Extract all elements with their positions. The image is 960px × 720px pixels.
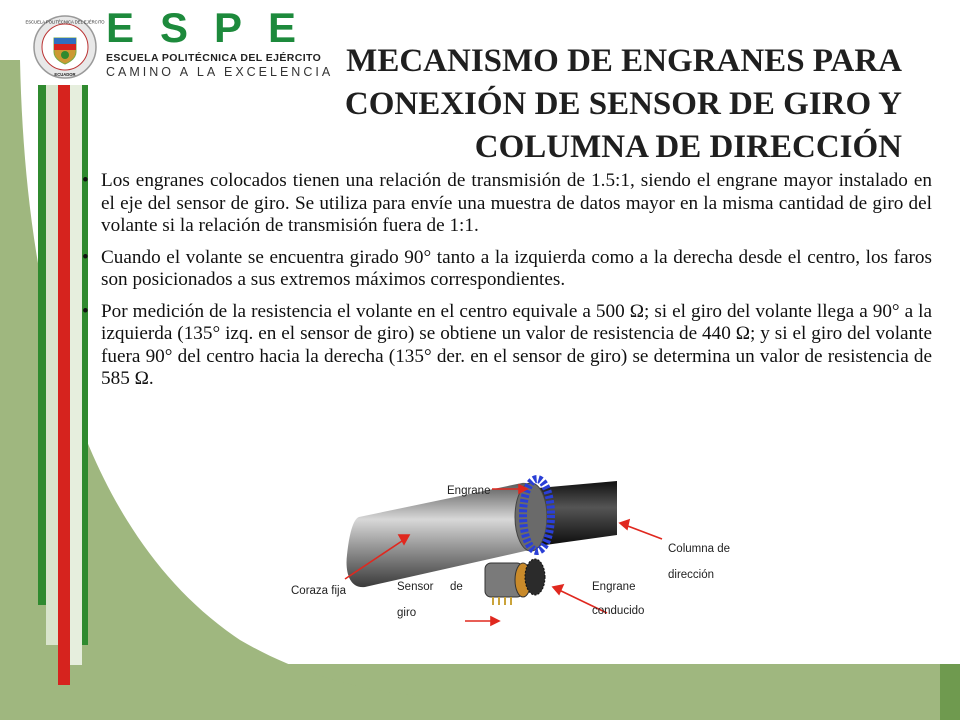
title-line-1: MECANISMO DE ENGRANES PARA	[346, 43, 902, 79]
label-engrane: Engrane	[447, 485, 491, 497]
bullet-item	[82, 301, 932, 391]
title-line-2: CONEXIÓN DE SENSOR DE GIRO Y	[344, 86, 902, 122]
bullet-text: Por medición de la resistencia el volante en el centro equivale a 500 Ω; si el giro del volante llega a 90° a la izquierda (135° izq. en el sensor de giro) se obtiene un valor de resistencia de 440 Ω; y si el giro del volante fuera 90° del centro hacia la derecha (135° der. en el sensor de giro) se determina un valor de resistencia de 585 Ω.	[101, 300, 932, 389]
slide-title	[202, 40, 902, 169]
espe-seal-logo	[25, 14, 105, 80]
seal-text-top: ESCUELA POLITÉCNICA DEL EJÉRCITO	[25, 19, 105, 25]
brand-letters: ESPE	[106, 4, 323, 51]
bullet-text: Cuando el volante se encuentra girado 90° tanto a la izquierda como a la derecha desde el centro, los faros son posicionados a sus extremos máximos correspondientes.	[101, 246, 932, 290]
seal-text-bottom: ECUADOR	[54, 72, 76, 77]
stripe-red	[58, 85, 70, 685]
bullet-item	[82, 247, 932, 292]
stripe-light-right	[70, 85, 82, 665]
bullet-item	[82, 170, 932, 238]
label-columna-2: dirección	[668, 569, 715, 581]
bullet-dot: •	[82, 300, 89, 322]
bottom-band-right-edge	[940, 664, 960, 720]
stripe-light-left	[46, 85, 58, 645]
bullet-list	[82, 170, 932, 400]
label-coraza: Coraza fija	[291, 585, 346, 597]
gear-mechanism-figure	[287, 477, 765, 619]
title-line-3: COLUMNA DE DIRECCIÓN	[474, 129, 902, 165]
label-columna-1: Columna de	[668, 543, 731, 555]
stripe-green-left	[38, 85, 46, 605]
bullet-text: Los engranes colocados tienen una relación de transmisión de 1.5:1, siendo el engrane mayor instalado en el eje del sensor de giro. Se utiliza para envíe una muestra de datos mayor en la misma cantidad de giro del volante si la relación de transmisión fuera de 1:1.	[101, 170, 932, 236]
label-conducido-2: conducido	[592, 605, 645, 617]
label-sensor-1: Sensor	[397, 581, 434, 593]
label-sensor-2: giro	[397, 607, 417, 619]
brand-institution: ESCUELA POLITÉCNICA DEL EJÉRCITO	[106, 52, 322, 64]
bullet-dot: •	[82, 246, 89, 268]
label-conducido-1: Engrane	[592, 581, 636, 593]
label-sensor-de: de	[450, 581, 463, 593]
brand-motto: CAMINO A LA EXCELENCIA	[106, 65, 334, 79]
bullet-dot: •	[82, 170, 89, 191]
